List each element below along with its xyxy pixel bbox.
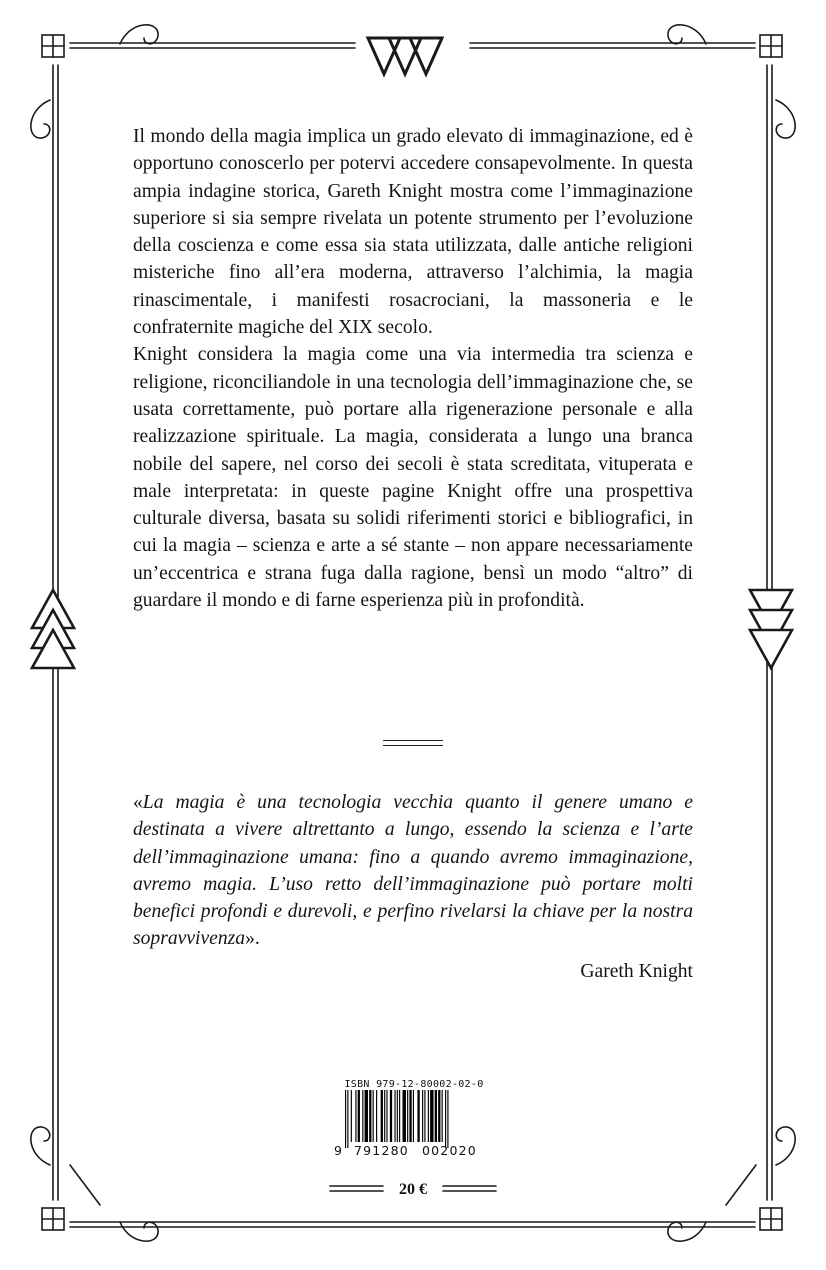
barcode-bar [424,1090,425,1142]
quote-author: Gareth Knight [580,961,693,982]
author-quote [133,789,693,953]
triangle-ornament-top [368,38,442,74]
barcode-bar [386,1090,387,1142]
barcode-bar [428,1090,429,1142]
corner-ornament-bottom-left [31,1127,158,1241]
triangle-ornament-left [32,590,74,668]
barcode-bar [447,1090,448,1148]
barcode-bar [413,1090,414,1142]
barcode-digit-first: 9 [334,1143,342,1158]
barcode-bar [394,1090,395,1142]
barcode-bar [403,1090,406,1142]
barcode-bar [435,1090,437,1142]
barcode-bar [347,1090,348,1148]
barcode-bar [345,1090,346,1148]
barcode-bar [417,1090,419,1142]
barcode-bar [407,1090,408,1142]
triangle-ornament-right [750,590,792,668]
barcode-digits-right: 002020 [422,1143,477,1158]
barcode-bar [381,1090,383,1142]
barcode-bar [358,1090,360,1142]
barcode-bar [438,1090,440,1142]
barcode-bar [399,1090,400,1142]
quote-close-mark: ». [245,928,260,950]
barcode-bar [384,1090,385,1142]
price: 20 € [399,1181,427,1198]
section-divider [383,740,443,741]
description-paragraph: Knight considera la magia come una via intermedia tra scienza e religione, riconciliandole in una tecnologia dell’immaginazione che, se usata correttamente, può portare alla rigenerazione personale e alla realizzazione spirituale. La magia, considerata a lungo una branca nobile del sapere, nel corso dei secoli è stata screditata, vituperata e male interpretata: in queste pagine Knight offre una prospettiva culturale diversa, basata su solidi riferimenti storici e bibliografici, in cui la magia – scienza e arte a sé stante – non appare necessariamente un’eccentrica e strana fuga dalla ragione, bensì un modo “altro” di guardare il mondo e di farne esperienza più in profondità. [133,344,693,612]
barcode-bar [390,1090,392,1142]
barcode-bar [362,1090,363,1142]
barcode-bar [355,1090,356,1142]
quote-text: La magia è una tecnologia vecchia quanto il genere umano e destinata a vivere altrettanto a lungo, essendo la scienza e l’arte dell’immaginazione umana: fino a quando avremo immaginazione, avremo magia. L’uso retto dell’immaginazione può portare molti benefici profondi e durevoli, e perfino rivelarsi la chiave per la nostra sopravvivenza [133,792,693,950]
barcode-bar [422,1090,423,1142]
barcode-bar [430,1090,433,1142]
isbn-label: ISBN 979-12-80002-02-0 [344,1079,484,1090]
quote-open-mark: « [133,792,143,813]
barcode-bar [373,1090,374,1142]
corner-ornament-bottom-right [668,1127,795,1241]
barcode-bar [445,1090,446,1148]
corner-ornament-top-left [31,25,158,138]
section-divider [383,745,443,746]
corner-ornament-top-right [668,25,795,138]
barcode-bar [365,1090,368,1142]
back-cover-description [133,123,693,614]
barcode [343,1090,491,1148]
barcode-bar [369,1090,371,1142]
barcode-bar [397,1090,398,1142]
barcode-bar [409,1090,411,1142]
barcode-bar [376,1090,377,1142]
description-paragraph: Il mondo della magia implica un grado elevato di immaginazione, ed è opportuno conoscerlo per potervi accedere consapevolmente. In questa ampia indagine storica, Gareth Knight mostra come l’immaginazione superiore si sia sempre rivelata un potente strumento per l’evoluzione della coscienza e come essa sia stata utilizzata, dalle antiche religioni misteriche fino all’era moderna, attraverso l’alchimia, la magia rinascimentale, i manifesti rosacrociani, la massoneria e le confraternite magiche del XIX secolo. [133,126,693,339]
barcode-digits-left: 791280 [354,1143,409,1158]
barcode-bar [442,1090,443,1142]
barcode-bar [351,1090,352,1142]
